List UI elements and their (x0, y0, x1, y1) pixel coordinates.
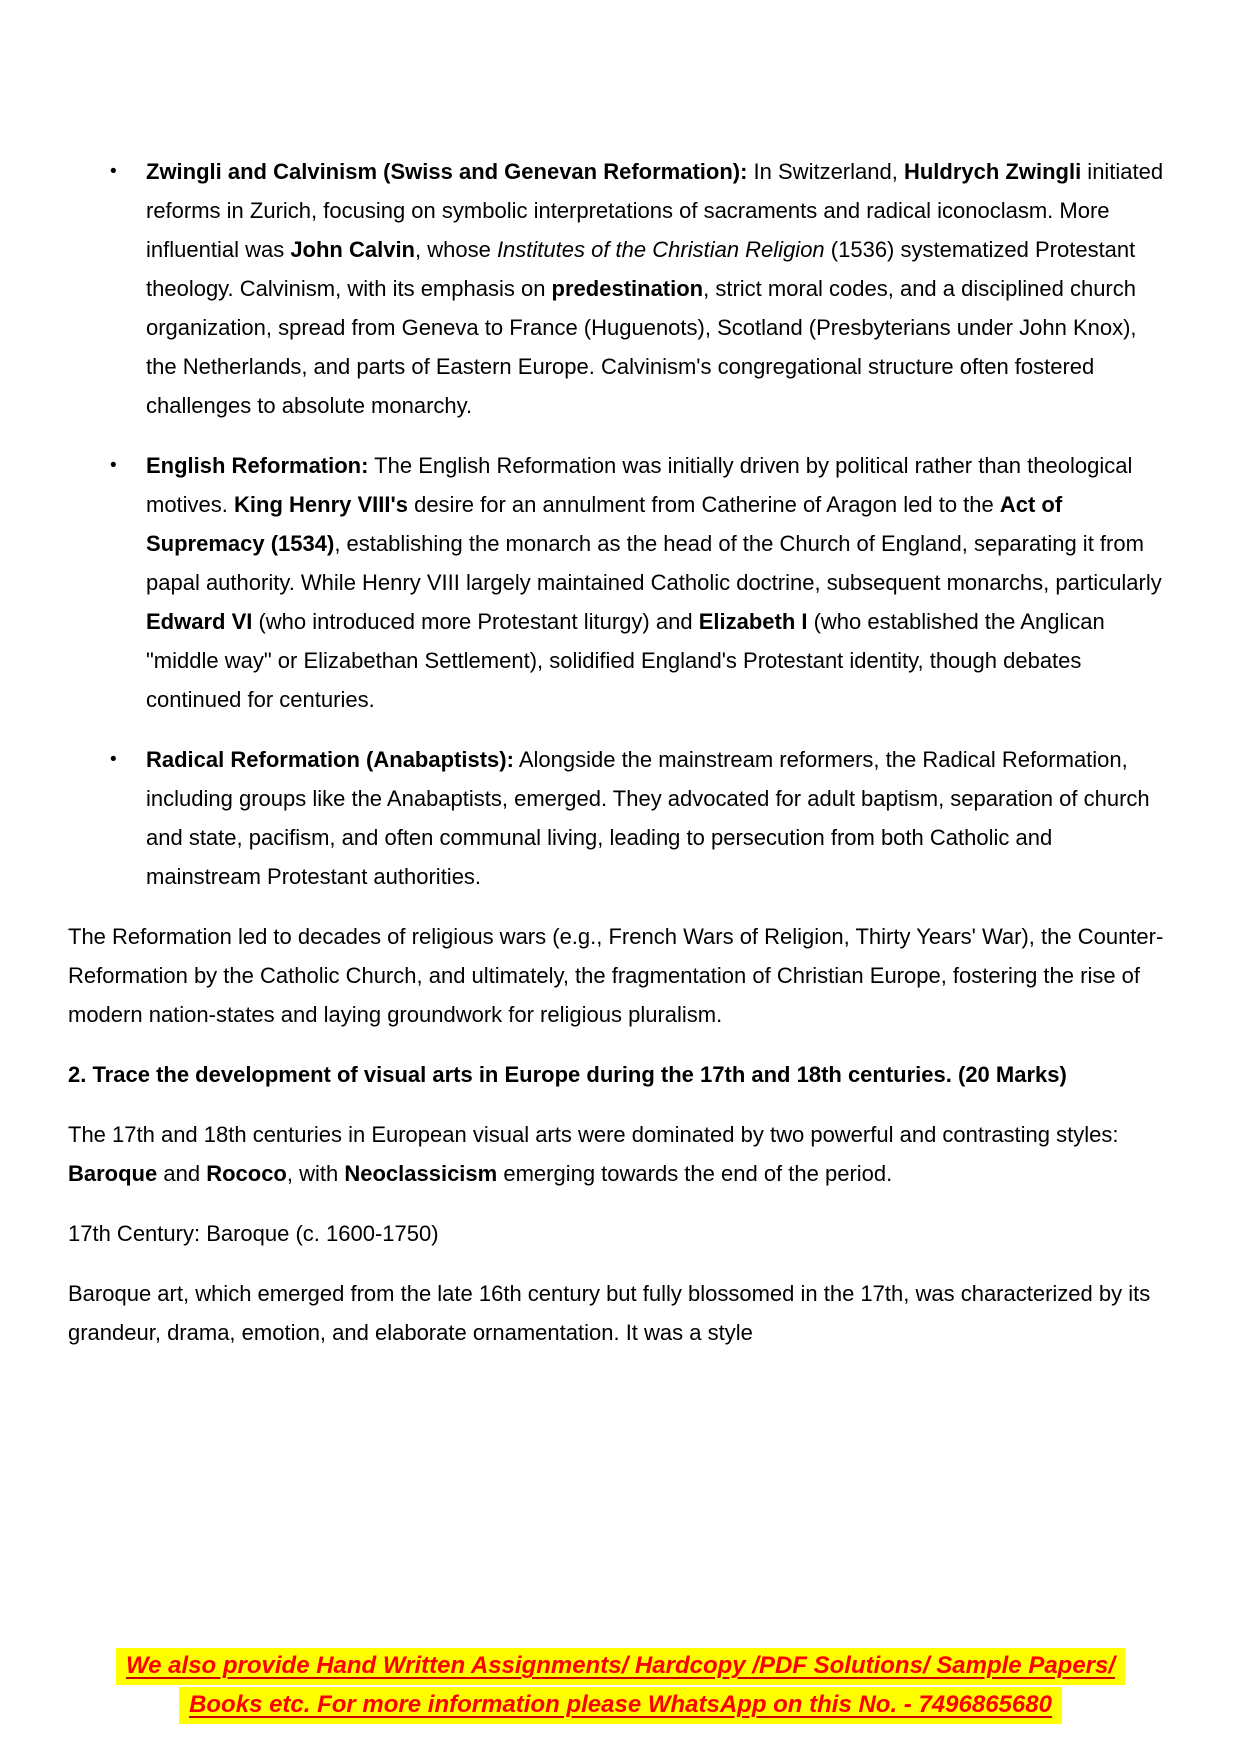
paragraph: 17th Century: Baroque (c. 1600-1750) (68, 1221, 439, 1246)
bullet-text: Zwingli and Calvinism (Swiss and Genevan Reformation): In Switzerland, Huldrych Zwingli initiated reforms in Zurich, focusing on symbolic interpretations of sacraments and radical iconoclasm. More influential was John Calvin, whose Institutes of the Christian Religion (1536) systematized Protestant theology. Calvinism, with its emphasis on predestination, strict moral codes, and a disciplined church organization, spread from Geneva to France (Huguenots), Scotland (Presbyterians under John Knox), the Netherlands, and parts of Eastern Europe. Calvinism's congregational structure often fostered challenges to absolute monarchy. (146, 159, 1164, 418)
bullet-item (68, 446, 1173, 719)
paragraph: The 17th and 18th centuries in European visual arts were dominated by two powerful and contrasting styles: Baroque and Rococo, with Neoclassicism emerging towards the end of the period. (68, 1122, 1119, 1186)
paragraph: The Reformation led to decades of religious wars (e.g., French Wars of Religion, Thirty Years' War), the Counter-Reformation by the Catholic Church, and ultimately, the fragmentation of Christian Europe, fostering the rise of modern nation-states and laying groundwork for religious pluralism. (68, 924, 1164, 1027)
bullet-text: English Reformation: The English Reformation was initially driven by political rather than theological motives. King Henry VIII's desire for an annulment from Catherine of Aragon led to the Act of Supremacy (1534), establishing the monarch as the head of the Church of England, separating it from papal authority. While Henry VIII largely maintained Catholic doctrine, subsequent monarchs, particularly Edward VI (who introduced more Protestant liturgy) and Elizabeth I (who established the Anglican "middle way" or Elizabethan Settlement), solidified England's Protestant identity, though debates continued for centuries. (146, 453, 1162, 712)
bullet-icon: • (110, 455, 117, 476)
promo-footer-text-1: We also provide Hand Written Assignments/ Hardcopy /PDF Solutions/ Sample Papers/ (116, 1648, 1125, 1685)
bullet-item (68, 740, 1173, 896)
promo-footer-line-2 (0, 1687, 1241, 1724)
bullet-icon: • (110, 161, 117, 182)
promo-footer-text-2: Books etc. For more information please WhatsApp on this No. - 7496865680 (179, 1687, 1062, 1724)
paragraph: Baroque art, which emerged from the late 16th century but fully blossomed in the 17th, was characterized by its grandeur, drama, emotion, and elaborate ornamentation. It was a style (68, 1281, 1151, 1345)
question-heading: 2. Trace the development of visual arts in Europe during the 17th and 18th centuries. (20 Marks) (68, 1062, 1067, 1087)
bullet-text: Radical Reformation (Anabaptists): Alongside the mainstream reformers, the Radical Reformation, including groups like the Anabaptists, emerged. They advocated for adult baptism, separation of church and state, pacifism, and often communal living, leading to persecution from both Catholic and mainstream Protestant authorities. (146, 747, 1150, 889)
bullet-icon: • (110, 749, 117, 770)
document-body (68, 152, 1173, 1373)
promo-footer-line-1 (0, 1648, 1241, 1685)
promo-footer (0, 1648, 1241, 1726)
bullet-item (68, 152, 1173, 425)
